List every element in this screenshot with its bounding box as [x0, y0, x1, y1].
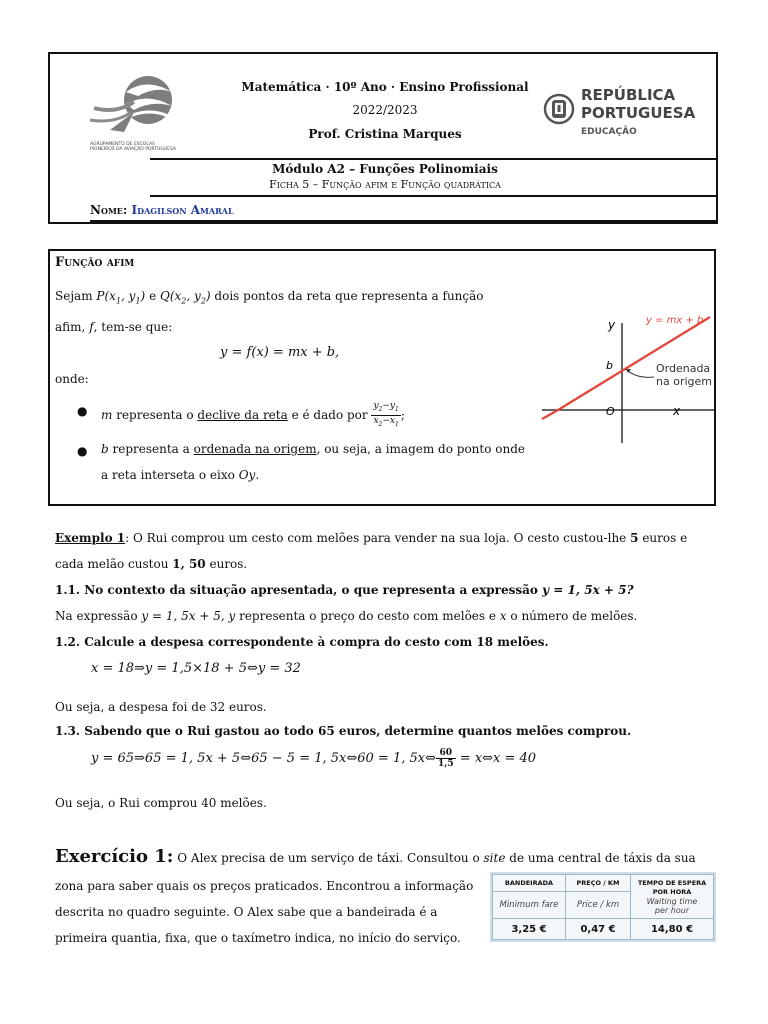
taxi-col3-head-cell: [631, 875, 714, 919]
taxi-col3-head2: POR HORA: [652, 887, 692, 896]
intro-text-d: , tem-se que:: [93, 320, 173, 334]
header-box: [48, 52, 718, 224]
intro-text-a: Sejam: [55, 289, 93, 303]
x-axis-label: x: [673, 404, 681, 418]
exercise-label: Exercício 1:: [55, 846, 174, 867]
example-price-melon: 1, 50: [172, 557, 206, 571]
taxi-col2-sub: Price / km: [566, 891, 631, 918]
origin-label: O: [606, 405, 615, 418]
affine-graph: [538, 305, 718, 445]
school-logo-caption: [90, 142, 196, 152]
exercise-text1: O Alex precisa de um serviço de táxi. Consultou o: [177, 851, 480, 865]
y-axis-label: y: [608, 318, 616, 332]
taxi-col3-sub2: per hour: [654, 905, 690, 915]
exercise-line3: descrita no quadro seguinte. O Alex sabe que a bandeirada é a: [55, 905, 438, 919]
a3-expression-part2: = x⇔x = 40: [459, 751, 537, 766]
question-1-3: 1.3. Sabendo que o Rui gastou ao todo 65 euros, determine quantos melões comprou.: [55, 724, 632, 738]
intro-text-b: dois pontos da reta que representa a função: [214, 289, 484, 303]
taxi-price-table: [492, 874, 714, 940]
intercept-term: ordenada na origem: [193, 442, 317, 456]
republic-name: [581, 86, 695, 122]
taxi-col2-value: 0,47 €: [566, 919, 631, 940]
affine-formula: y = f(x) = mx + b,: [220, 345, 340, 360]
taxi-col3-sub1: Waiting time: [646, 896, 698, 906]
graph-line-tail: [542, 410, 558, 419]
a3-fraction: [436, 748, 456, 769]
intro-text-c: afim,: [55, 320, 86, 334]
intercept-line2-text: a reta interseta o eixo: [101, 468, 235, 482]
annotation-arrow: [626, 369, 654, 377]
taxi-col3-head1: TEMPO DE ESPERA: [637, 878, 707, 887]
q1-expression: y = 1, 5x + 5?: [542, 583, 634, 597]
theory-title: Função afim: [55, 255, 135, 270]
header-divider-3: [90, 220, 718, 222]
bullet-slope: m representa o declive da reta e é dado por $\frac{y_2-y_1}{x_2-x_1}$ ;: [101, 401, 405, 428]
question-1-2: 1.2. Calcule a despesa correspondente à compra do cesto com 18 melões.: [55, 635, 549, 649]
intercept-var: b: [101, 442, 109, 456]
a3-fraction-num: 60: [436, 748, 456, 759]
b-label: b: [606, 359, 613, 372]
a3-fraction-den: 1,5: [437, 759, 454, 769]
exercise-site-word: site: [483, 851, 506, 865]
exercise-line4: primeira quantia, fixa, que o taxímetro indica, no início do serviço.: [55, 931, 461, 945]
taxi-col1-value: 3,25 €: [493, 919, 566, 940]
answer-1-2-expression: x = 18⇒y = 1,5×18 + 5⇔y = 32: [91, 661, 301, 676]
header-divider-1: [150, 158, 718, 160]
ministry-name: EDUCAÇÃO: [581, 127, 637, 137]
a1-expression: y = 1, 5x + 5,: [141, 609, 225, 623]
taxi-col3-value: 14,80 €: [631, 919, 714, 940]
header-divider-2: [150, 195, 718, 197]
slope-text1: representa o: [116, 407, 194, 422]
course-title: Matemática · 10º Ano · Ensino Profissional: [241, 80, 529, 94]
name-label: Nome:: [90, 203, 128, 217]
point-p-text: P(x: [96, 289, 116, 303]
example-line1: [55, 531, 719, 545]
a1-text-a: Na expressão: [55, 609, 138, 623]
example-price-basket: 5: [630, 531, 639, 545]
module-title: Módulo A2 – Funções Polinomiais: [272, 162, 498, 176]
exercise-line1: [55, 846, 696, 867]
coat-of-arms-icon: [543, 88, 575, 130]
bullet-intercept: [101, 442, 525, 456]
axis-oy: Oy: [238, 468, 256, 482]
school-logo-caption-line2: PIONEIROS DA AVIAÇÃO PORTUGUESA: [90, 147, 177, 152]
example-text2: euros e: [642, 531, 688, 545]
teacher-name: Prof. Cristina Marques: [308, 127, 462, 141]
intro-and: e: [149, 289, 157, 303]
function-f: f: [89, 320, 94, 334]
annotation-line1: Ordenada: [656, 362, 711, 375]
example-text3: cada melão custou: [55, 557, 169, 571]
example-line2: [55, 557, 247, 571]
point-q-text: Q(x: [160, 289, 182, 303]
exercise-line2: zona para saber quais os preços praticados. Encontrou a informação: [55, 879, 474, 893]
school-year: 2022/2023: [352, 103, 418, 117]
bullet-intercept-line2: a reta interseta o eixo Oy.: [101, 468, 260, 482]
sheet-title: Ficha 5 – Função afim e Função quadrática: [269, 178, 501, 191]
taxi-price-table-wrapper: [490, 872, 716, 942]
bullet-dot-2: ●: [77, 444, 88, 458]
theory-intro-line2: [55, 320, 172, 334]
slope-var: m: [101, 407, 113, 422]
slope-text2: e é dado por: [291, 407, 368, 422]
question-1-1: [55, 583, 634, 597]
student-name-row: [90, 203, 234, 217]
taxi-col1-sub: Minimum fare: [493, 891, 566, 918]
point-p: $P(x_1$, $y_1$): [96, 289, 146, 306]
answer-1-1: Na expressão y = 1, 5x + 5, y representa o preço do cesto com melões e x o número de melões.: [55, 609, 638, 623]
q1-text: 1.1. No contexto da situação apresentada, o que representa a expressão: [55, 583, 538, 597]
school-logo-caption-line1: AGRUPAMENTO DE ESCOLAS: [90, 142, 155, 147]
taxi-col2-head: PREÇO / KM: [566, 875, 631, 892]
point-q: $Q(x_2$, $y_2$): [160, 289, 211, 306]
answer-1-3-text: Ou seja, o Rui comprou 40 melões.: [55, 796, 267, 810]
taxi-col1-head: BANDEIRADA: [493, 875, 566, 892]
example-label: Exemplo 1: [55, 531, 126, 545]
answer-1-3-expression: [91, 748, 536, 769]
intercept-text1: representa a: [112, 442, 190, 456]
a3-expression-part1: y = 65⇒65 = 1, 5x + 5⇔65 − 5 = 1, 5x⇔60 = 1, 5x⇔: [91, 751, 436, 766]
answer-1-2-text: Ou seja, a despesa foi de 32 euros.: [55, 700, 267, 714]
republic-logo: [543, 86, 703, 150]
theory-intro-line1: [55, 289, 525, 305]
name-value: Idagilson Amaral: [131, 203, 234, 217]
line-equation-label: y = mx + b: [646, 315, 704, 326]
slope-fraction: $\frac{y_2-y_1}{x_2-x_1}$: [373, 401, 399, 428]
intercept-text2: , ou seja, a imagem do ponto onde: [316, 442, 526, 456]
a1-text-c: o número de melões.: [510, 609, 638, 623]
slope-term: declive da reta: [197, 407, 288, 422]
example-text1: : O Rui comprou um cesto com melões para vender na sua loja. O cesto custou-lhe: [125, 531, 627, 545]
exercise-text2: de uma central de táxis da sua: [509, 851, 696, 865]
republic-line1: REPÚBLICA: [581, 86, 676, 104]
a1-text-b: representa o preço do cesto com melões e: [239, 609, 496, 623]
example-text4: euros.: [209, 557, 248, 571]
annotation-line2: na origem: [656, 375, 712, 388]
onde-label: onde:: [55, 372, 89, 386]
bullet-dot-1: ●: [77, 404, 88, 418]
republic-line2: PORTUGUESA: [581, 104, 696, 122]
